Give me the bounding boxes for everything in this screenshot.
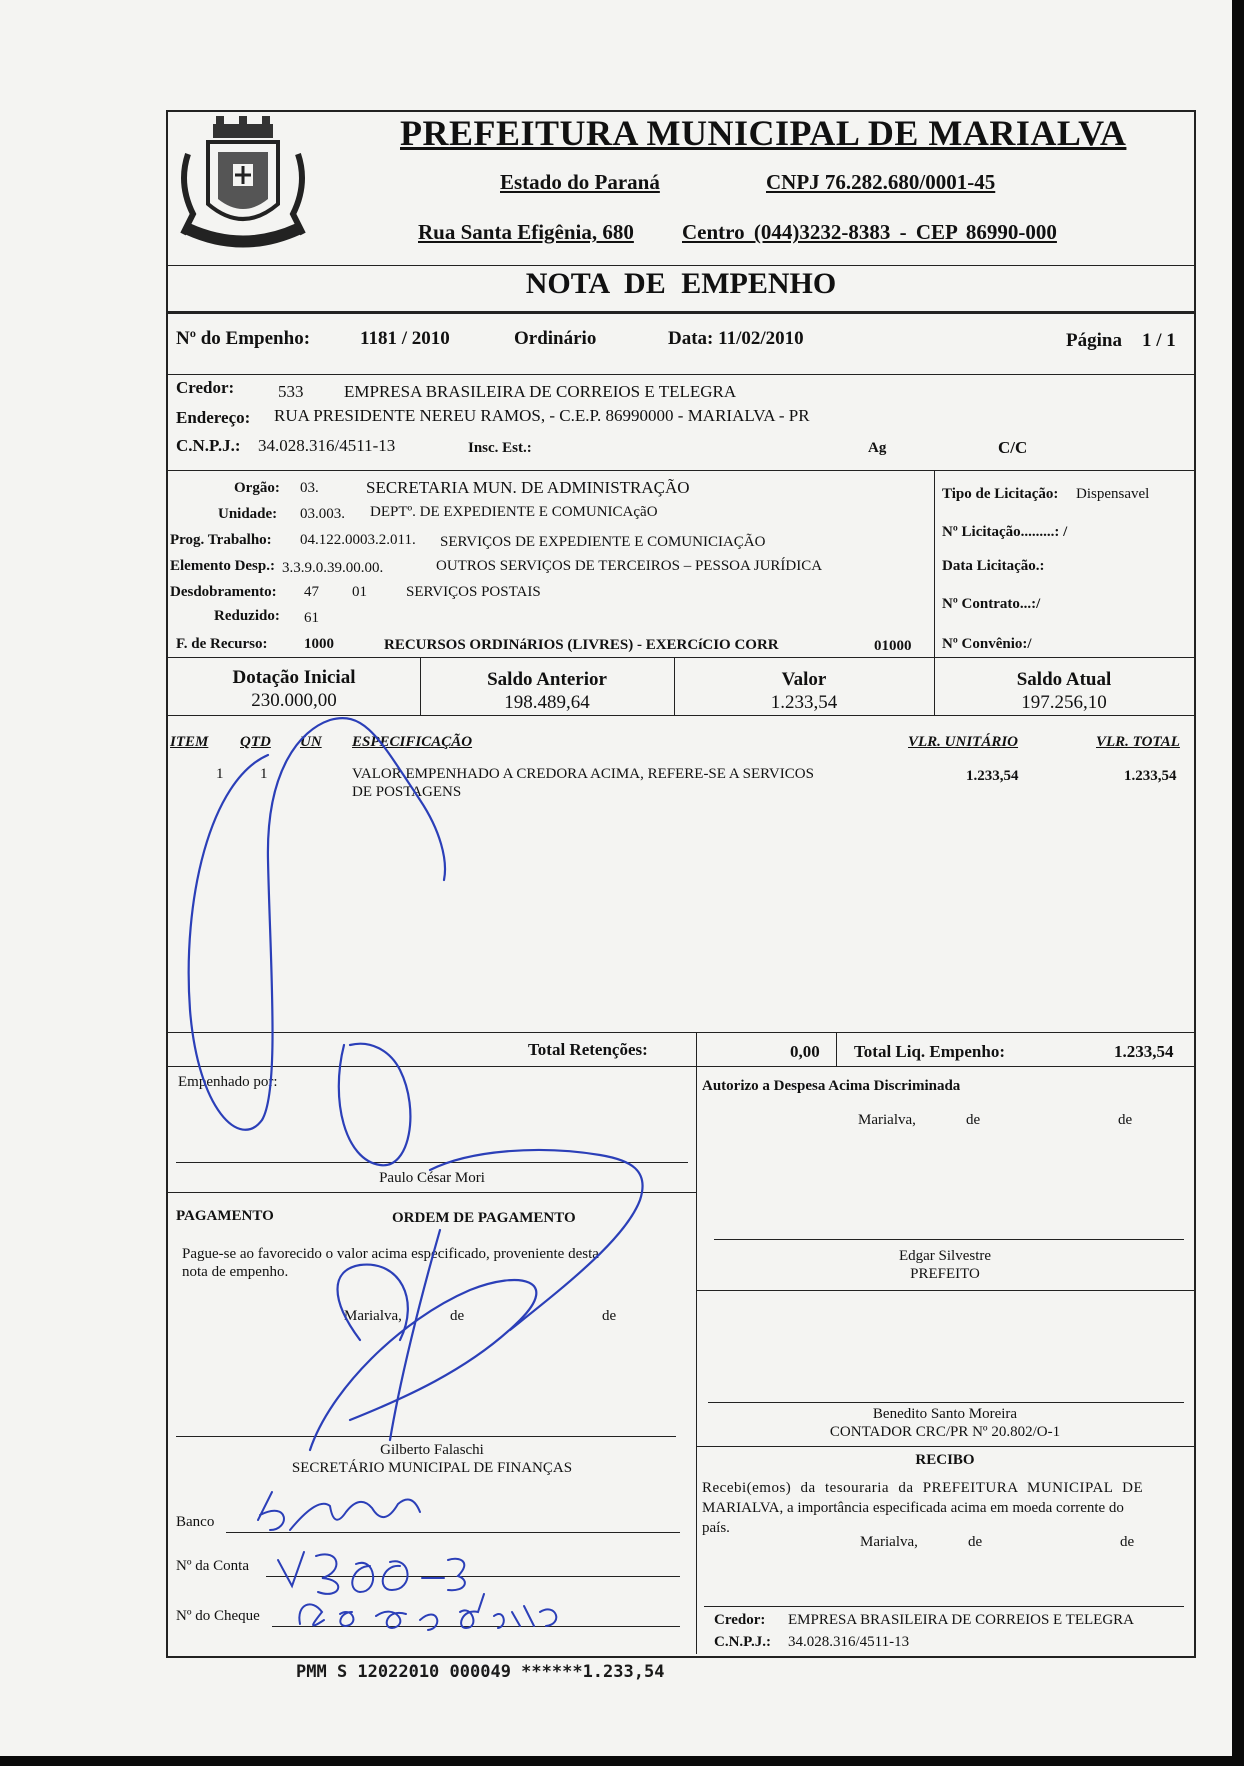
divider	[934, 470, 935, 657]
dotacao-value: 230.000,00	[251, 690, 337, 711]
recibo-credor-value: EMPRESA BRASILEIRA DE CORREIOS E TELEGRA	[788, 1612, 1135, 1628]
recibo-de1: de	[968, 1534, 983, 1550]
pagamento-text-line2: nota de empenho.	[182, 1264, 289, 1280]
valor-label: Valor	[781, 669, 827, 690]
page-label: Página	[1066, 330, 1122, 351]
empenho-date: Data: 11/02/2010	[668, 328, 804, 349]
coat-of-arms-icon	[168, 114, 318, 254]
input-line	[266, 1576, 680, 1577]
total-liquido-label: Total Liq. Empenho:	[854, 1042, 1005, 1061]
header-cnpj: CNPJ 76.282.680/0001-45	[766, 170, 996, 194]
autorizo-city: Marialva,	[858, 1112, 916, 1128]
signature-line	[176, 1162, 688, 1163]
desdobramento-code2: 01	[352, 584, 367, 600]
total-retencoes-label: Total Retenções:	[528, 1040, 648, 1059]
orgao-label: Orgão:	[234, 480, 280, 496]
empenho-number: 1181 / 2010	[360, 328, 450, 349]
scan-border-bottom	[0, 1756, 1244, 1766]
item-vlr-unitario: 1.233,54	[966, 768, 1019, 784]
divider	[168, 1032, 1194, 1033]
recibo-label: RECIBO	[915, 1452, 975, 1468]
ordem-pagamento-label: ORDEM DE PAGAMENTO	[392, 1210, 576, 1226]
header-title: PREFEITURA MUNICIPAL DE MARIALVA	[400, 113, 1127, 153]
contador-signer: Benedito Santo Moreira	[872, 1406, 1018, 1422]
recibo-text-line1: Recebi(emos) da tesouraria da PREFEITURA MUNICIPAL DE	[702, 1480, 1144, 1496]
desdobramento-code1: 47	[304, 584, 319, 600]
divider	[836, 1032, 837, 1066]
input-line	[272, 1626, 680, 1627]
numero-licitacao: Nº Licitação.........: /	[942, 524, 1068, 540]
saldo-anterior-value: 198.489,64	[504, 692, 590, 713]
divider	[168, 265, 1194, 266]
contador-role: CONTADOR CRC/PR Nº 20.802/O-1	[829, 1424, 1061, 1440]
divider	[696, 1290, 1194, 1291]
prog-trabalho-code: 04.122.0003.2.011.	[300, 532, 416, 548]
numero-convenio: Nº Convênio:/	[942, 636, 1032, 652]
autorizo-de2: de	[1118, 1112, 1133, 1128]
total-retencoes-value: 0,00	[790, 1042, 820, 1061]
page-number: 1 / 1	[1142, 330, 1176, 351]
conta-corrente-label: C/C	[998, 438, 1028, 457]
item-desc-line1: VALOR EMPENHADO A CREDORA ACIMA, REFERE-SE A SERVICOS	[352, 766, 814, 782]
pagamento-text-line1: Pague-se ao favorecido o valor acima especificado, proveniente desta	[182, 1246, 599, 1262]
saldo-atual-value: 197.256,10	[1021, 692, 1107, 713]
recurso-code2: 01000	[874, 638, 912, 654]
empenhado-por-label: Empenhado por:	[178, 1074, 278, 1090]
footer-stamp: PMM S 12022010 000049 ******1.233,54	[296, 1662, 665, 1682]
recibo-cnpj-value: 34.028.316/4511-13	[788, 1634, 910, 1650]
col-vlr-total: VLR. TOTAL	[1096, 734, 1180, 750]
pagamento-city: Marialva,	[344, 1308, 402, 1324]
divider	[696, 1066, 697, 1654]
doc-title: NOTA DE EMPENHO	[525, 267, 837, 300]
item-desc-line2: DE POSTAGENS	[352, 784, 462, 800]
prog-trabalho-label: Prog. Trabalho:	[170, 532, 272, 548]
divider	[168, 470, 1194, 471]
unidade-label: Unidade:	[218, 506, 278, 522]
reduzido-value: 61	[304, 610, 319, 626]
recibo-de2: de	[1120, 1534, 1135, 1550]
divider	[168, 1192, 696, 1193]
divider	[696, 1032, 697, 1066]
orgao-desc: SECRETARIA MUN. DE ADMINISTRAÇÃO	[366, 478, 690, 497]
elemento-label: Elemento Desp.:	[170, 558, 275, 574]
credor-cnpj: 34.028.316/4511-13	[258, 436, 396, 455]
recurso-desc: RECURSOS ORDINáRIOS (LIVRES) - EXERCíCIO CORR	[384, 637, 779, 653]
header-state: Estado do Paraná	[500, 170, 660, 194]
elemento-desc: OUTROS SERVIÇOS DE TERCEIROS – PESSOA JURÍDICA	[436, 558, 823, 574]
cnpj-label: C.N.P.J.:	[176, 436, 241, 455]
col-item: ITEM	[170, 734, 209, 750]
col-especificacao: ESPECIFICAÇÃO	[352, 734, 473, 750]
recibo-city: Marialva,	[860, 1534, 918, 1550]
col-qtd: QTD	[240, 734, 271, 750]
desdobramento-label: Desdobramento:	[170, 584, 277, 600]
reduzido-label: Reduzido:	[214, 608, 280, 624]
autorizo-de1: de	[966, 1112, 981, 1128]
credor-label: Credor:	[176, 378, 235, 397]
header-address-rest: Centro (044)3232-8383 - CEP 86990-000	[682, 220, 1057, 244]
recibo-cnpj-label: C.N.P.J.:	[714, 1634, 771, 1650]
empenho-number-label: Nº do Empenho:	[176, 328, 311, 349]
recurso-label: F. de Recurso:	[176, 636, 268, 652]
col-vlr-unitario: VLR. UNITÁRIO	[908, 734, 1019, 750]
recibo-credor-label: Credor:	[714, 1612, 766, 1628]
unidade-desc: DEPTº. DE EXPEDIENTE E COMUNICAçãO	[370, 504, 658, 520]
prog-trabalho-desc: SERVIÇOS DE EXPEDIENTE E COMUNICIAÇÃO	[440, 534, 766, 550]
banco-label: Banco	[176, 1514, 215, 1530]
divider	[168, 657, 1194, 658]
credor-address: RUA PRESIDENTE NEREU RAMOS, - C.E.P. 86990000 - MARIALVA - PR	[274, 406, 810, 425]
signature-line	[176, 1436, 676, 1437]
valor-value: 1.233,54	[770, 692, 838, 713]
input-line	[226, 1532, 680, 1533]
prefeito-signer: Edgar Silvestre	[898, 1248, 992, 1264]
pagamento-role: SECRETÁRIO MUNICIPAL DE FINANÇAS	[291, 1460, 573, 1476]
divider	[168, 1066, 1194, 1067]
tipo-licitacao-label: Tipo de Licitação:	[942, 486, 1059, 502]
empenhado-signer: Paulo César Mori	[379, 1170, 485, 1186]
endereco-label: Endereço:	[176, 408, 251, 427]
recurso-code: 1000	[304, 636, 334, 652]
dotacao-label: Dotação Inicial	[232, 667, 356, 688]
item-vlr-total: 1.233,54	[1124, 768, 1177, 784]
autorizo-label: Autorizo a Despesa Acima Discriminada	[702, 1078, 961, 1094]
scan-border-right	[1232, 0, 1244, 1766]
orgao-code: 03.	[300, 480, 319, 496]
pagamento-label: PAGAMENTO	[176, 1208, 274, 1224]
numero-contrato: Nº Contrato...:/	[942, 596, 1041, 612]
pagamento-de2: de	[602, 1308, 617, 1324]
nota-de-empenho-form	[166, 110, 1196, 1658]
pagamento-signer: Gilberto Falaschi	[380, 1442, 484, 1458]
credor-code: 533	[278, 382, 304, 401]
saldo-anterior-label: Saldo Anterior	[487, 669, 607, 690]
divider	[168, 374, 1194, 375]
empenho-type: Ordinário	[514, 328, 597, 349]
credor-name: EMPRESA BRASILEIRA DE CORREIOS E TELEGRA	[344, 382, 737, 401]
data-licitacao: Data Licitação.:	[942, 558, 1045, 574]
recibo-text-line2: MARIALVA, a importância especificada acima em moeda corrente do	[702, 1500, 1124, 1516]
elemento-code: 3.3.9.0.39.00.00.	[282, 560, 384, 576]
saldo-atual-label: Saldo Atual	[1016, 669, 1112, 690]
unidade-code: 03.003.	[300, 506, 345, 522]
agencia-label: Ag	[868, 440, 887, 456]
divider	[696, 1446, 1194, 1447]
col-un: UN	[300, 734, 322, 750]
signature-line	[708, 1402, 1184, 1403]
tipo-licitacao-value: Dispensavel	[1076, 486, 1150, 502]
pagamento-de1: de	[450, 1308, 465, 1324]
signature-line	[704, 1606, 1184, 1607]
item-number: 1	[216, 766, 224, 782]
item-qtd: 1	[260, 766, 268, 782]
recibo-text-line3: país.	[702, 1520, 730, 1536]
signature-line	[714, 1239, 1184, 1240]
total-liquido-value: 1.233,54	[1114, 1042, 1174, 1061]
prefeito-role: PREFEITO	[910, 1266, 980, 1282]
divider	[168, 311, 1194, 314]
insc-est-label: Insc. Est.:	[468, 440, 532, 456]
divider	[168, 715, 1194, 716]
desdobramento-desc: SERVIÇOS POSTAIS	[406, 584, 541, 600]
cheque-label: Nº do Cheque	[176, 1608, 260, 1624]
conta-label: Nº da Conta	[176, 1558, 249, 1574]
header-address: Rua Santa Efigênia, 680	[418, 220, 634, 244]
